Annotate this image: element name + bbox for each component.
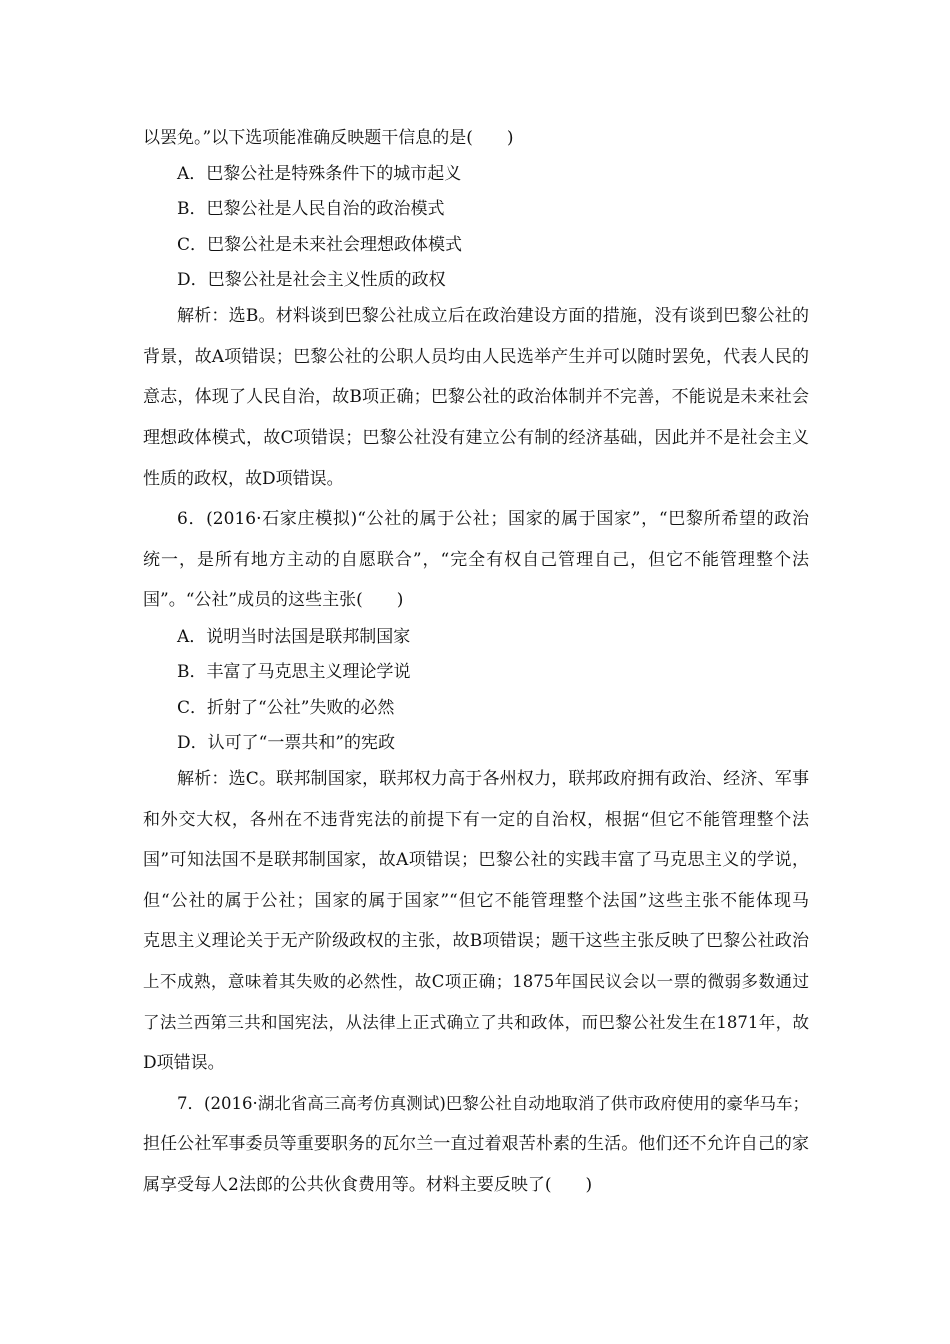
q7-stem-line: 担任公社军事委员等重要职务的瓦尔兰一直过着艰苦朴素的生活。他们还不允许自己的家 (143, 1134, 809, 1154)
q5-analysis-line: 理想政体模式，故C项错误；巴黎公社没有建立公有制的经济基础，因此并不是社会主义 (143, 428, 809, 448)
q6-stem-line: 6．(2016·石家庄模拟)“公社的属于公社；国家的属于国家”，“巴黎所希望的政治 (177, 509, 809, 529)
q5-option-a: A．巴黎公社是特殊条件下的城市起义 (177, 164, 462, 184)
q6-stem-line: 统一，是所有地方主动的自愿联合”，“完全有权自己管理自己，但它不能管理整个法 (143, 550, 809, 570)
q5-analysis-line: 性质的政权，故D项错误。 (143, 469, 344, 489)
q5-option-d: D．巴黎公社是社会主义性质的政权 (177, 270, 446, 290)
q6-analysis-line: 解析：选C。联邦制国家，联邦权力高于各州权力，联邦政府拥有政治、经济、军事 (177, 769, 809, 789)
q5-analysis-line: 解析：选B。材料谈到巴黎公社成立后在政治建设方面的措施，没有谈到巴黎公社的 (177, 306, 809, 326)
q6-analysis-line: 但“公社的属于公社；国家的属于国家”“但它不能管理整个法国”这些主张不能体现马 (143, 891, 809, 911)
q6-stem-line: 国”。“公社”成员的这些主张( ) (143, 590, 404, 610)
q5-option-b: B．巴黎公社是人民自治的政治模式 (177, 199, 445, 219)
q5-analysis-line: 意志，体现了人民自治，故B项正确；巴黎公社的政治体制并不完善，不能说是未来社会 (143, 387, 809, 407)
q7-stem-line: 7．(2016·湖北省高三高考仿真测试)巴黎公社自动地取消了供市政府使用的豪华马车； (177, 1094, 809, 1113)
q6-analysis-line: 上不成熟，意味着其失败的必然性，故C项正确；1875年国民议会以一票的微弱多数通过 (143, 972, 809, 991)
q6-option-a: A．说明当时法国是联邦制国家 (177, 627, 411, 647)
q6-analysis-line: 克思主义理论关于无产阶级政权的主张，故B项错误；题干这些主张反映了巴黎公社政治 (143, 931, 809, 951)
q6-option-c: C．折射了“公社”失败的必然 (177, 698, 395, 718)
q5-analysis-line: 背景，故A项错误；巴黎公社的公职人员均由人民选举产生并可以随时罢免，代表人民的 (143, 347, 809, 367)
q6-analysis-line: 国”可知法国不是联邦制国家，故A项错误；巴黎公社的实践丰富了马克思主义的学说， (143, 850, 809, 870)
q5-stem-tail: 以罢免。”以下选项能准确反映题干信息的是( ) (143, 128, 514, 148)
q6-analysis-line: 和外交大权，各州在不违背宪法的前提下有一定的自治权，根据“但它不能管理整个法 (143, 810, 809, 830)
q6-option-b: B．丰富了马克思主义理论学说 (177, 662, 411, 682)
q6-analysis-line: D项错误。 (143, 1053, 225, 1073)
q5-option-c: C．巴黎公社是未来社会理想政体模式 (177, 235, 463, 255)
q6-option-d: D．认可了“一票共和”的宪政 (177, 733, 396, 753)
q6-analysis-line: 了法兰西第三共和国宪法，从法律上正式确立了共和政体，而巴黎公社发生在1871年，故 (143, 1013, 809, 1032)
q7-stem-line: 属享受每人2法郎的公共伙食费用等。材料主要反映了( ) (143, 1175, 593, 1195)
